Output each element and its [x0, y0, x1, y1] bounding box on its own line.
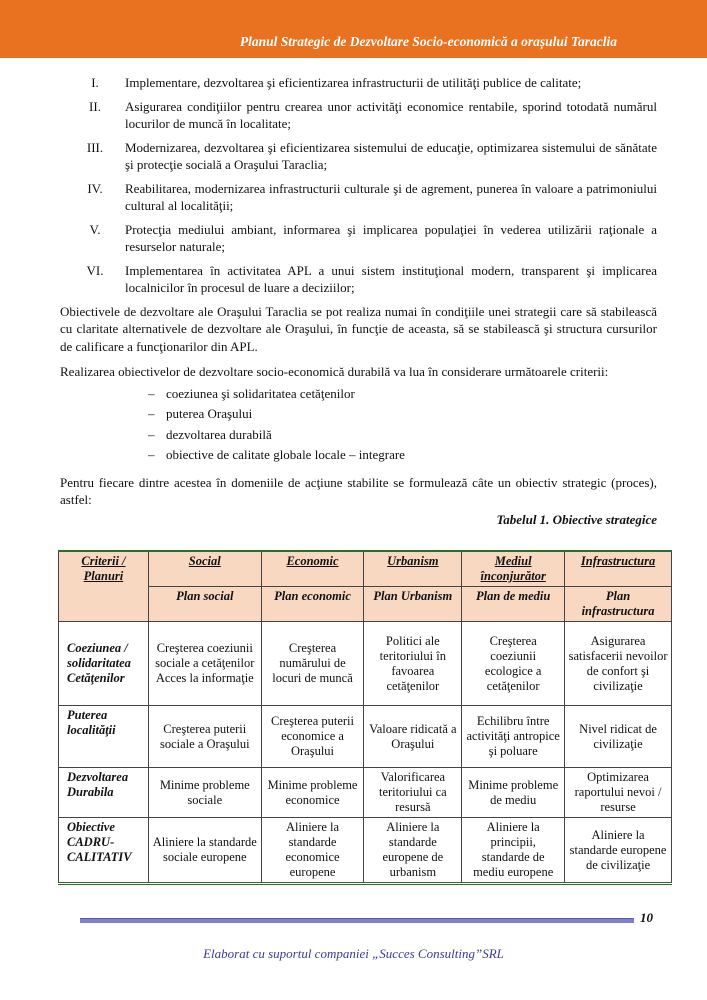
- table-cell: Minime probleme sociale: [148, 768, 261, 818]
- table-cell: Aliniere la standarde economice europene: [261, 818, 364, 884]
- list-item: – coeziunea şi solidaritatea cetăţenilor: [148, 385, 355, 401]
- table-row: [59, 768, 672, 818]
- list-text: Implementare, dezvoltarea şi eficientizarea infrastructurii de utilităţi publice de calitate;: [125, 75, 582, 90]
- table-row: [59, 706, 672, 768]
- list-item: – obiective de calitate globale locale – integrare: [148, 447, 405, 462]
- table-cell: Creşterea puterii sociale a Oraşului: [148, 706, 261, 768]
- list-number: III.: [86, 139, 104, 155]
- list-number: II.: [89, 98, 101, 114]
- table-cell: Valoare ridicată a Oraşului: [364, 706, 462, 768]
- document-title: Planul Strategic de Dezvoltare Socio-economică a orașului Taraclia: [239, 34, 617, 49]
- list-text: Reabilitarea, modernizarea infrastructurii culturale şi de agrement, punerea în valoare a patrimoniului cultural al localităţii;: [125, 180, 657, 213]
- table-cell: Creşterea coeziunii sociale a cetăţenilor Acces la informaţie: [148, 622, 261, 706]
- list-item: [60, 139, 657, 174]
- list-text: coeziunea şi solidaritatea cetăţenilor: [166, 385, 355, 401]
- objectives-table: [58, 550, 672, 885]
- table-corner-header: Criterii / Planuri: [59, 551, 149, 622]
- list-item: [60, 98, 657, 133]
- table-cell: Valorificarea teritoriului ca resursă: [364, 768, 462, 818]
- table-cell: Aliniere la standarde europene de urbanism: [364, 818, 462, 884]
- row-header: Puterea localităţii: [59, 706, 149, 768]
- list-item: – dezvoltarea durabilă: [148, 426, 272, 442]
- plan-header: Plan social: [148, 587, 261, 622]
- table-cell: Minime probleme de mediu: [462, 768, 565, 818]
- table-cell: Creşterea puterii economice a Oraşului: [261, 706, 364, 768]
- table-header-row: [59, 551, 672, 587]
- table-cell: Echilibru între activităţi antropice şi poluare: [462, 706, 565, 768]
- table-cell: Asigurarea satisfacerii nevoilor de confort şi civilizaţie: [565, 622, 672, 706]
- table-cell: Politici ale teritoriului în favoarea cetăţenilor: [364, 622, 462, 706]
- column-header: Urbanism: [364, 551, 462, 587]
- table-cell: Creşterea numărului de locuri de muncă: [261, 622, 364, 706]
- list-text: Protecţia mediului ambiant, informarea şi implicarea populaţiei în vederea utilizării raţionale a resurselor naturale;: [125, 221, 657, 254]
- list-number: IV.: [87, 180, 103, 196]
- list-item: – puterea Oraşului: [148, 406, 253, 421]
- table-plan-row: [59, 587, 672, 622]
- row-header: Obiective CADRU-CALITATIV: [59, 818, 149, 884]
- objectives-list: [60, 74, 657, 297]
- paragraph: Obiectivele de dezvoltare ale Oraşului Taraclia se pot realiza numai în condiţiile unei strategii care să stabilească cu claritate alternativele de dezvoltare ale Oraşului, în funcţie de aceasta, să se stabilească şi structura cursurilor de calificare a funcţionarilor din APL.: [60, 303, 657, 354]
- plan-header: Plan Urbanism: [364, 587, 462, 622]
- table-cell: Creşterea coeziunii ecologice a cetăţenilor: [462, 622, 565, 706]
- list-text: Implementarea în activitatea APL a unui sistem instituţional modern, transparent şi implicarea localnicilor în procesul de luare a deciziilor;: [125, 262, 657, 295]
- plan-header: Plan de mediu: [462, 587, 565, 622]
- table-cell: Optimizarea raportului nevoi / resurse: [565, 768, 672, 818]
- header-band: [0, 0, 60, 58]
- list-item: [60, 74, 657, 92]
- list-number: VI.: [86, 262, 104, 278]
- list-text: Asigurarea condiţiilor pentru crearea unor activităţi economice rentabile, sporind totodată numărul locurilor de muncă în localitate;: [125, 98, 657, 131]
- list-item: [60, 262, 657, 297]
- list-text: dezvoltarea durabilă: [166, 426, 272, 442]
- column-header: Social: [148, 551, 261, 587]
- table-cell: Minime probleme economice: [261, 768, 364, 818]
- list-text: puterea Oraşului: [166, 406, 253, 421]
- table-row: [59, 622, 672, 706]
- row-header: Dezvoltarea Durabila: [59, 768, 149, 818]
- table-cell: Aliniere la standarde europene de civilizaţie: [565, 818, 672, 884]
- document-body: [60, 74, 657, 528]
- table-cell: Aliniere la principii, standarde de mediu europene: [462, 818, 565, 884]
- footer-text: Elaborat cu suportul companiei „Succes Consulting”SRL: [203, 946, 504, 961]
- list-text: Modernizarea, dezvoltarea şi eficientizarea sistemului de educaţie, optimizarea sistemului de sănătate şi protecţie socială a Oraşului Taraclia;: [125, 139, 657, 172]
- page-number: 10: [640, 910, 653, 925]
- list-item: [60, 180, 657, 215]
- column-header: Infrastructura: [565, 551, 672, 587]
- paragraph: Pentru fiecare dintre acestea în domeniile de acţiune stabilite se formulează câte un obiectiv strategic (proces), astfel:: [60, 474, 657, 507]
- criteria-list: [60, 385, 657, 464]
- column-header: Mediul înconjurător: [462, 551, 565, 587]
- table-caption: Tabelul 1. Obiective strategice: [496, 511, 657, 527]
- footer-divider: [80, 918, 634, 923]
- list-item: [60, 221, 657, 256]
- plan-header: Plan economic: [261, 587, 364, 622]
- table-cell: Nivel ridicat de civilizaţie: [565, 706, 672, 768]
- table-row: [59, 818, 672, 884]
- table-cell: Aliniere la standarde sociale europene: [148, 818, 261, 884]
- column-header: Economic: [261, 551, 364, 587]
- list-number: V.: [89, 221, 101, 237]
- list-number: I.: [91, 75, 99, 90]
- paragraph: Realizarea obiectivelor de dezvoltare socio-economică durabilă va lua în considerare următoarele criterii:: [60, 364, 609, 379]
- row-header: Coeziunea / solidaritatea Cetăţenilor: [59, 622, 149, 706]
- plan-header: Plan infrastructura: [565, 587, 672, 622]
- header-bar: [60, 0, 707, 58]
- list-text: obiective de calitate globale locale – integrare: [166, 447, 405, 462]
